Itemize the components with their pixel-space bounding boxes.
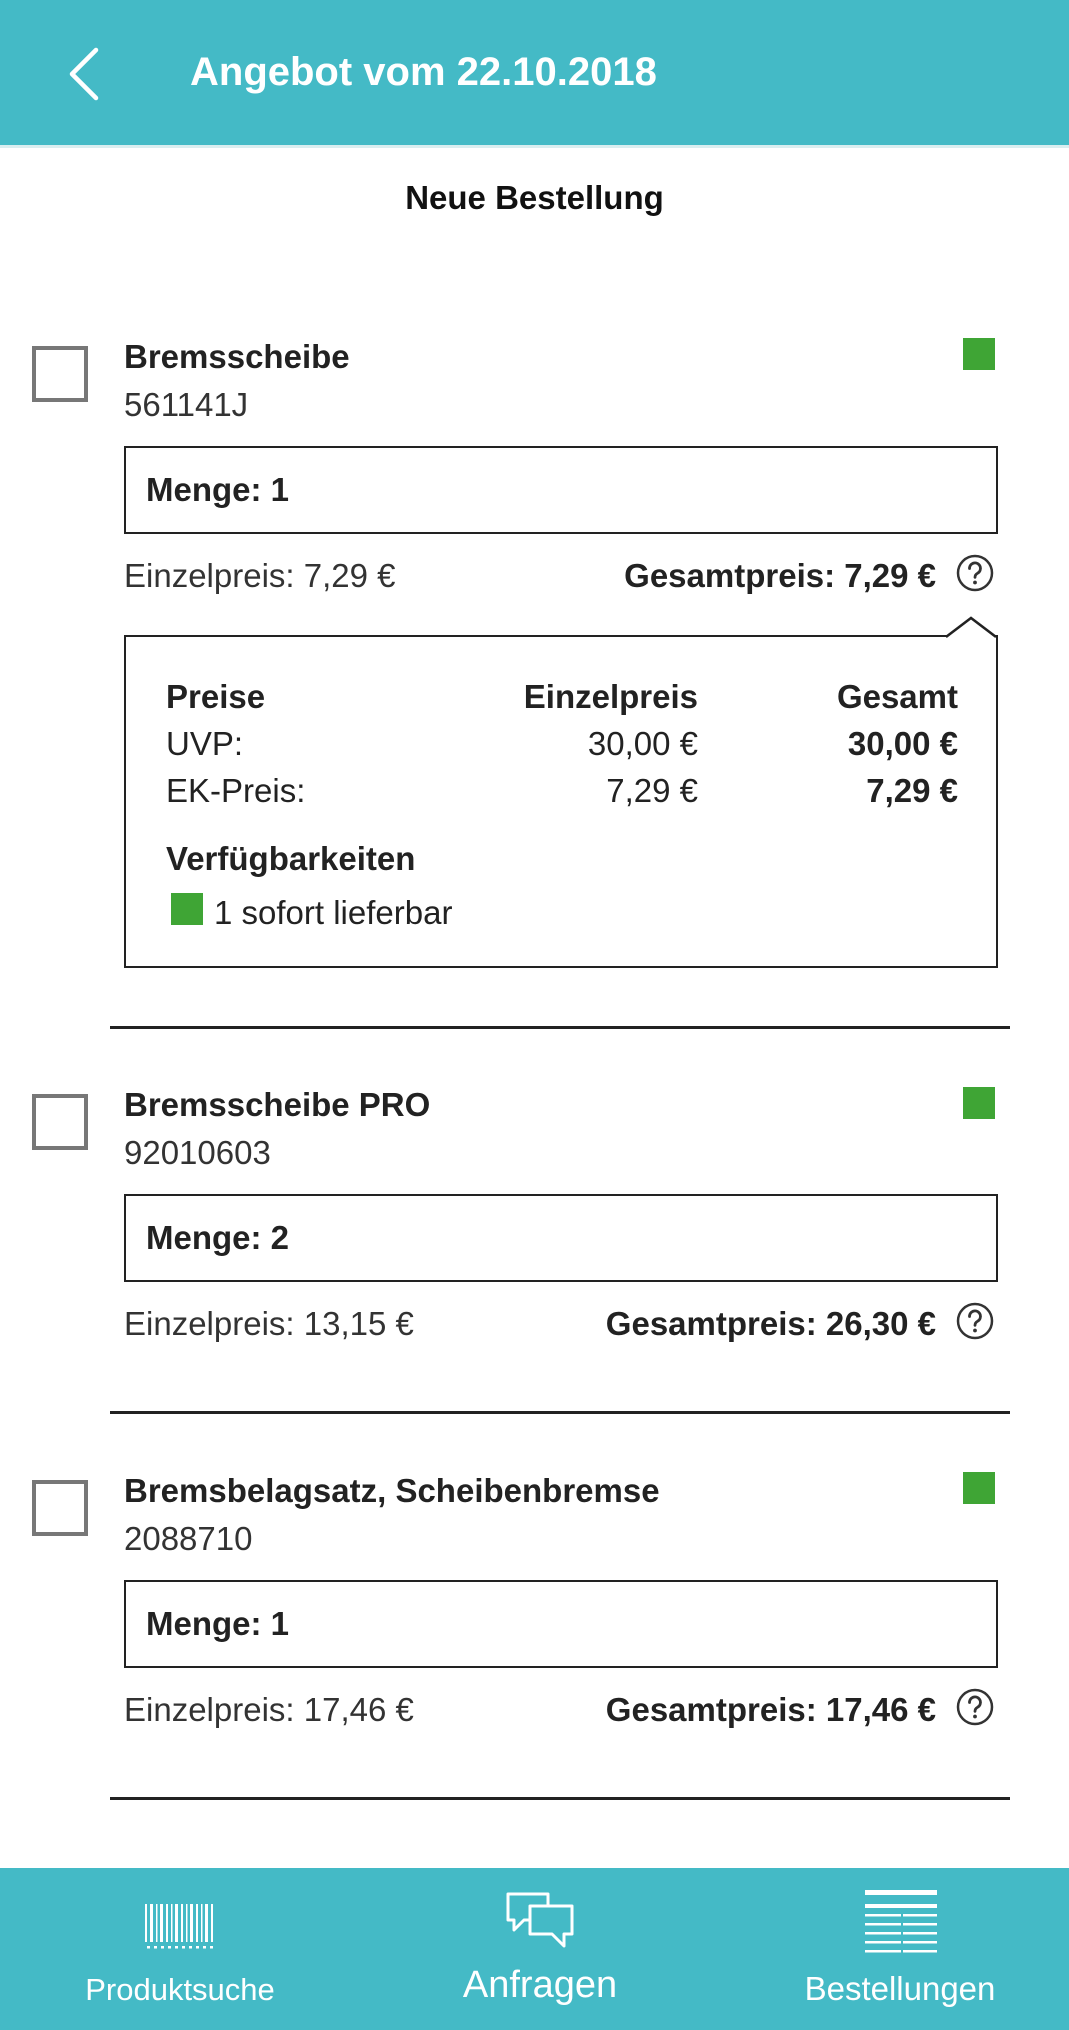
nav-label: Bestellungen	[804, 1970, 996, 2007]
page-subtitle: Neue Bestellung	[405, 179, 664, 216]
unit-price: Einzelpreis: 17,46 €	[124, 1691, 414, 1728]
nav-label: Produktsuche	[85, 1972, 275, 2007]
list-icon	[865, 1890, 937, 1956]
item-name: Bremsscheibe	[124, 338, 350, 375]
item-number: 2088710	[124, 1520, 253, 1557]
popup-pointer	[946, 616, 996, 640]
nav-item-anfragen[interactable]	[395, 1868, 685, 2030]
chat-bubbles-icon	[504, 1890, 576, 1954]
popup-row-label: EK-Preis:	[166, 772, 306, 809]
availability-indicator	[963, 1087, 995, 1119]
price-info-button[interactable]	[955, 553, 995, 593]
question-mark-icon	[955, 553, 995, 593]
availability-indicator	[963, 338, 995, 370]
item-checkbox[interactable]	[32, 1480, 88, 1536]
popup-row-total: 30,00 €	[847, 725, 958, 762]
total-price: Gesamtpreis: 17,46 €	[605, 1691, 936, 1728]
total-price: Gesamtpreis: 26,30 €	[605, 1305, 936, 1342]
availability-title: Verfügbarkeiten	[166, 840, 416, 877]
item-divider	[110, 1026, 1010, 1029]
nav-item-produktsuche[interactable]	[40, 1868, 320, 2030]
price-details-popup	[124, 635, 998, 968]
unit-price: Einzelpreis: 13,15 €	[124, 1305, 414, 1342]
popup-row-total: 7,29 €	[866, 772, 958, 809]
popup-col-total: Gesamt	[836, 678, 958, 715]
quantity-field[interactable]	[124, 446, 998, 534]
popup-col-prices: Preise	[166, 678, 266, 715]
quantity-label: Menge: 1	[146, 471, 290, 508]
item-number: 561141J	[124, 386, 249, 423]
back-arrow-icon	[58, 42, 114, 106]
app-title: Angebot vom 22.10.2018	[190, 50, 657, 94]
item-name: Bremsscheibe PRO	[124, 1086, 431, 1123]
item-divider	[110, 1797, 1010, 1800]
unit-price: Einzelpreis: 7,29 €	[124, 557, 396, 594]
price-info-button[interactable]	[955, 1301, 995, 1341]
item-checkbox[interactable]	[32, 1094, 88, 1150]
popup-row-unit: 30,00 €	[587, 725, 698, 762]
quantity-field[interactable]	[124, 1580, 998, 1668]
total-price: Gesamtpreis: 7,29 €	[624, 557, 936, 594]
availability-swatch	[171, 893, 203, 925]
popup-col-unit: Einzelpreis	[523, 678, 698, 715]
quantity-label: Menge: 1	[146, 1605, 290, 1642]
item-divider	[110, 1411, 1010, 1414]
item-number: 92010603	[124, 1134, 271, 1171]
question-mark-icon	[955, 1687, 995, 1727]
item-name: Bremsbelagsatz, Scheibenbremse	[124, 1472, 660, 1509]
question-mark-icon	[955, 1301, 995, 1341]
popup-row-label: UVP:	[166, 725, 244, 762]
availability-indicator	[963, 1472, 995, 1504]
app-bar	[0, 0, 1069, 148]
barcode-icon	[143, 1902, 217, 1952]
nav-item-bestellungen[interactable]	[760, 1868, 1040, 2030]
popup-row-unit: 7,29 €	[606, 772, 698, 809]
quantity-label: Menge: 2	[146, 1219, 290, 1256]
back-button[interactable]	[58, 42, 114, 106]
item-checkbox[interactable]	[32, 346, 88, 402]
quantity-field[interactable]	[124, 1194, 998, 1282]
price-info-button[interactable]	[955, 1687, 995, 1727]
availability-text: 1 sofort lieferbar	[214, 894, 453, 931]
nav-label: Anfragen	[462, 1964, 618, 2006]
bottom-navigation	[0, 1868, 1069, 2030]
